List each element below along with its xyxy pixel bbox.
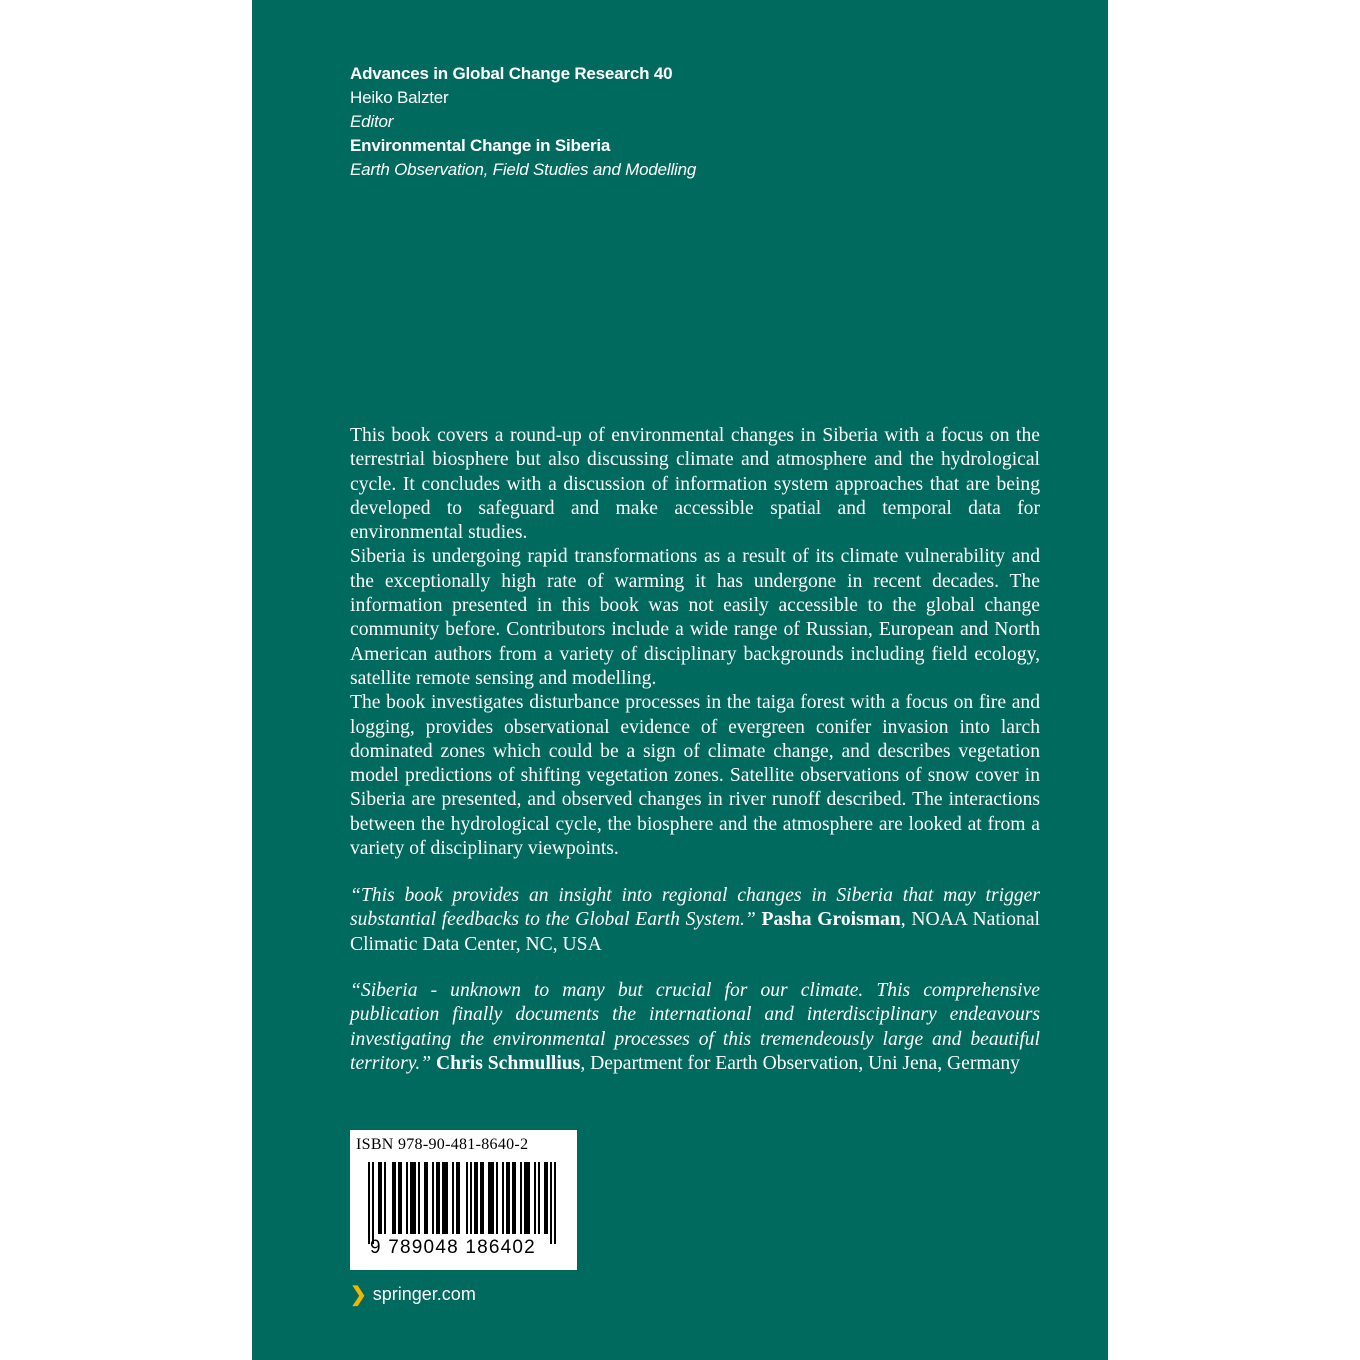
barcode-bar <box>506 1162 508 1234</box>
barcode-bar <box>544 1162 546 1234</box>
barcode-bar <box>410 1162 412 1234</box>
quote-author: Chris Schmullius <box>436 1052 581 1074</box>
barcode-bar <box>492 1162 494 1234</box>
barcode-bar <box>480 1162 482 1234</box>
barcode-bar <box>444 1162 446 1234</box>
book-title: Environmental Change in Siberia <box>350 136 611 155</box>
description <box>350 424 1040 861</box>
barcode-bar <box>414 1162 416 1234</box>
barcode-bar <box>446 1162 448 1234</box>
barcode-bar <box>482 1162 484 1234</box>
barcode-bar <box>514 1162 516 1234</box>
barcode-bar <box>398 1162 400 1234</box>
barcode-bar <box>524 1162 526 1234</box>
endorsement-quote <box>350 979 1040 1076</box>
barcode-bar <box>526 1162 528 1234</box>
quote-text: “This book provides an insight into regional changes in Siberia that may trigger substantial feedbacks to the Global Earth System.” <box>350 885 1040 931</box>
barcode-bar <box>476 1162 478 1234</box>
barcode-bar <box>418 1162 420 1234</box>
barcode-bar <box>380 1162 382 1234</box>
barcode-bar <box>424 1162 426 1234</box>
isbn-label: ISBN 978-90-481-8640-2 <box>356 1136 529 1153</box>
isbn-barcode <box>350 1130 577 1270</box>
editor-name: Heiko Balzter <box>350 88 449 107</box>
barcode-bar <box>496 1162 498 1234</box>
chevron-right-icon: ❯ <box>350 1284 367 1306</box>
quote-author: Pasha Groisman <box>761 909 901 931</box>
series-title: Advances in Global Change Research 40 <box>350 64 673 83</box>
book-subtitle: Earth Observation, Field Studies and Modelling <box>350 160 697 179</box>
quote-text: “Siberia - unknown to many but crucial for our climate. This comprehensive publication finally documents the international and interdisciplinary endeavours investigating the environmental processes of this tremendeously large and beautiful territory.” <box>350 980 1040 1074</box>
barcode-bar <box>528 1162 530 1234</box>
barcode-bar <box>378 1162 380 1234</box>
barcode-bar <box>554 1162 556 1244</box>
barcode-bar <box>394 1162 396 1234</box>
barcode-bar <box>400 1162 402 1234</box>
barcode-bar <box>470 1162 472 1234</box>
barcode-bar <box>442 1162 444 1234</box>
barcode-bar <box>452 1162 454 1234</box>
editor-role: Editor <box>350 112 394 131</box>
barcode-bar <box>520 1162 522 1234</box>
barcode-bar <box>438 1162 440 1234</box>
barcode-bar <box>508 1162 510 1234</box>
website-label: springer.com <box>372 1284 476 1304</box>
barcode-bar <box>466 1162 468 1234</box>
book-header <box>350 62 850 182</box>
barcode-bar <box>432 1162 434 1234</box>
barcode-bar <box>426 1162 428 1234</box>
barcode-bar <box>550 1162 552 1244</box>
barcode-bar <box>384 1162 386 1234</box>
quote-affiliation: , NOAA National Climatic Data Center, NC, USA <box>350 909 1040 955</box>
endorsement-quote <box>350 884 1040 957</box>
barcode-digits: 9 789048 186402 <box>370 1237 536 1258</box>
barcode-bar <box>546 1162 548 1234</box>
barcode-bar <box>458 1162 460 1234</box>
barcode-bar <box>456 1162 458 1234</box>
description-paragraph: This book covers a round-up of environmental changes in Siberia with a focus on the terrestrial biosphere but also discussing climate and atmosphere and the hydrological cycle. It concludes with a discussion of information system approaches that are being developed to safeguard and make accessible spatial and temporal data for environmental studies. <box>350 425 1040 544</box>
barcode-bar <box>368 1162 370 1244</box>
description-paragraph: The book investigates disturbance processes in the taiga forest with a focus on fire and logging, provides observational evidence of evergreen conifer invasion into larch dominated zones which could be a sign of climate change, and describes vegetation model predictions of shifting vegetation zones. Satellite observations of snow cover in Siberia are presented, and observed changes in river runoff described. The interactions between the hydrological cycle, the biosphere and the atmosphere are looked at from a variety of disciplinary viewpoints. <box>350 692 1040 860</box>
back-cover <box>252 0 1108 1360</box>
barcode-bar <box>436 1162 438 1234</box>
barcode-bar <box>538 1162 540 1234</box>
barcode-bar <box>534 1162 536 1234</box>
barcode-bar <box>512 1162 514 1234</box>
barcode-bar <box>502 1162 504 1234</box>
barcode-bar <box>412 1162 414 1234</box>
barcode-bar <box>488 1162 490 1234</box>
barcode-bar <box>372 1162 374 1244</box>
description-paragraph: Siberia is undergoing rapid transformations as a result of its climate vulnerability and the exceptionally high rate of warming it has undergone in recent decades. The information presented in this book was not easily accessible to the global change community before. Contributors include a wide range of Russian, European and North American authors from a variety of disciplinary backgrounds including field ecology, satellite remote sensing and modelling. <box>350 546 1040 689</box>
barcode-bar <box>474 1162 476 1234</box>
barcode-bar <box>392 1162 394 1234</box>
barcode-bar <box>406 1162 408 1234</box>
barcode-bar <box>490 1162 492 1234</box>
publisher-link[interactable] <box>350 1282 476 1307</box>
quote-affiliation: , Department for Earth Observation, Uni Jena, Germany <box>580 1052 1020 1074</box>
